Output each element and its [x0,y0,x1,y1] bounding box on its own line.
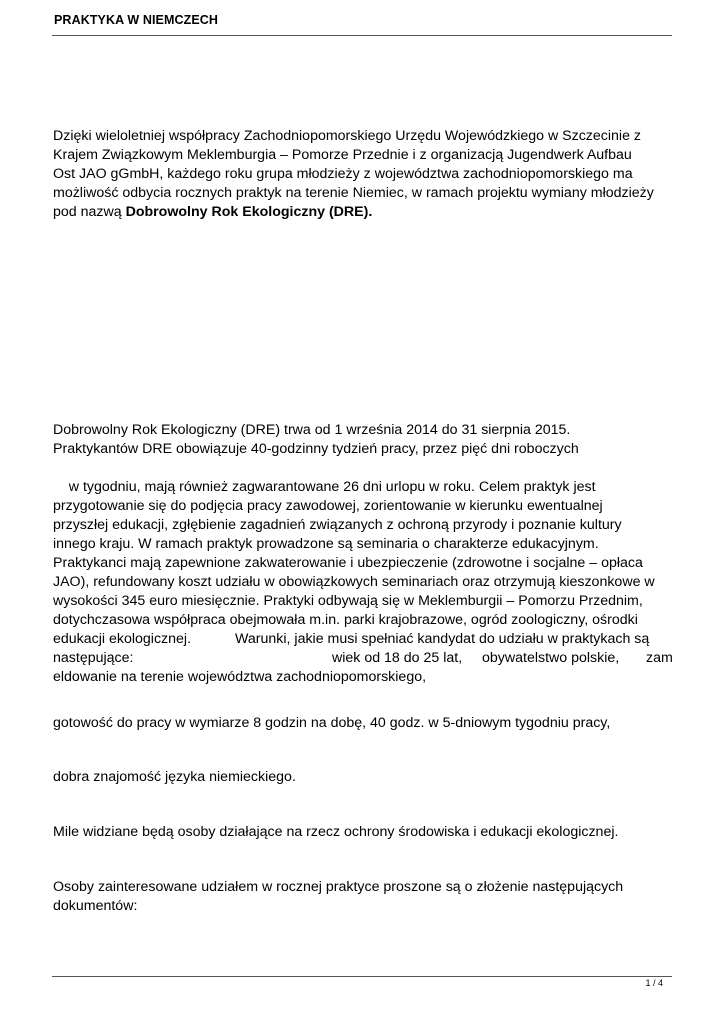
req-citizenship: obywatelstwo polskie, [482,650,620,666]
intro-line: Ost JAO gGmbH, każdego roku grupa młodzieży z województwa zachodniopomorskiego ma [53,166,633,182]
body-line: wysokości 345 euro miesięcznie. Praktyki odbywają się w Meklemburgii – Pomorzu Przednim, [53,593,643,609]
documents-paragraph [53,878,678,916]
body-line: Praktykantów DRE obowiązuje 40-godzinny tydzień pracy, przez pięć dni roboczych [53,441,579,457]
intro-line: Krajem Związkowym Meklemburgia – Pomorze Przednie i z organizacją Jugendwerk Aufbau [53,147,632,163]
body-line: JAO), refundowany koszt udziału w obowiązkowych seminariach oraz otrzymują kieszonkowe w [53,574,655,590]
footer-divider [52,976,672,977]
body-line [53,630,678,649]
body-line: Praktykanci mają zapewnione zakwaterowanie i ubezpieczenie (zdrowotne i socjalne – opłaca [53,555,643,571]
req-age: wiek od 18 do 25 lat, [332,650,463,666]
body-line: przyszłej edukacji, zgłębienie zagadnień związanych z ochroną przyrody i poznanie kultury [53,517,622,533]
program-name-bold: Dobrowolny Rok Ekologiczny (DRE). [125,204,373,220]
body-line: Dobrowolny Rok Ekologiczny (DRE) trwa od 1 września 2014 do 31 sierpnia 2015. [53,422,571,438]
documents-line: Osoby zainteresowane udziałem w rocznej praktyce proszone są o złożenie następujących [53,879,624,895]
intro-paragraph [53,127,678,222]
page-header-title: PRAKTYKA W NIEMCZECH [54,13,219,27]
conditions-line-a: edukacji ekologicznej. [53,631,192,647]
language-text: dobra znajomość języka niemieckiego. [53,769,296,785]
requirement-preferred [53,823,678,842]
residence-line: eldowanie na terenie województwa zachodniopomorskiego, [53,669,427,685]
page-number: 1 / 4 [645,978,663,988]
requirement-availability [53,714,678,733]
req-residence-start: zam [646,650,673,666]
intro-line: Dzięki wieloletniej współpracy Zachodniopomorskiego Urzędu Wojewódzkiego w Szczecinie z [53,128,641,144]
header-divider [52,35,672,36]
intro-last-prefix: pod nazwą [53,204,126,220]
intro-line: możliwość odbycia rocznych praktyk na terenie Niemiec, w ramach projektu wymiany młodzieży [53,185,654,201]
requirements-inline-line [53,649,678,668]
availability-text: gotowość do pracy w wymiarze 8 godzin na dobę, 40 godz. w 5-dniowym tygodniu pracy, [53,715,611,731]
conditions-line-b: Warunki, jakie musi spełniać kandydat do udziału w praktykach są [235,631,650,647]
body-line: w tygodniu, mają również zagwarantowane 26 dni urlopu w roku. Celem praktyk jest [53,479,596,495]
requirement-language [53,768,678,787]
body-line: innego kraju. W ramach praktyk prowadzone są seminaria o charakterze edukacyjnym. [53,536,599,552]
body-blank-line [53,459,678,478]
body-line: przygotowanie się do podjęcia pracy zawodowej, zorientowanie w kierunku ewentualnej [53,498,603,514]
preferred-text: Mile widziane będą osoby działające na rzecz ochrony środowiska i edukacji ekologicznej. [53,824,619,840]
documents-line: dokumentów: [53,898,138,914]
body-line: dotychczasowa współpraca obejmowała m.in. parki krajobrazowe, ogród zoologiczny, ośrodki [53,612,638,628]
intro-line [53,203,678,222]
program-description [53,421,678,687]
req-line-a: następujące: [53,650,134,666]
